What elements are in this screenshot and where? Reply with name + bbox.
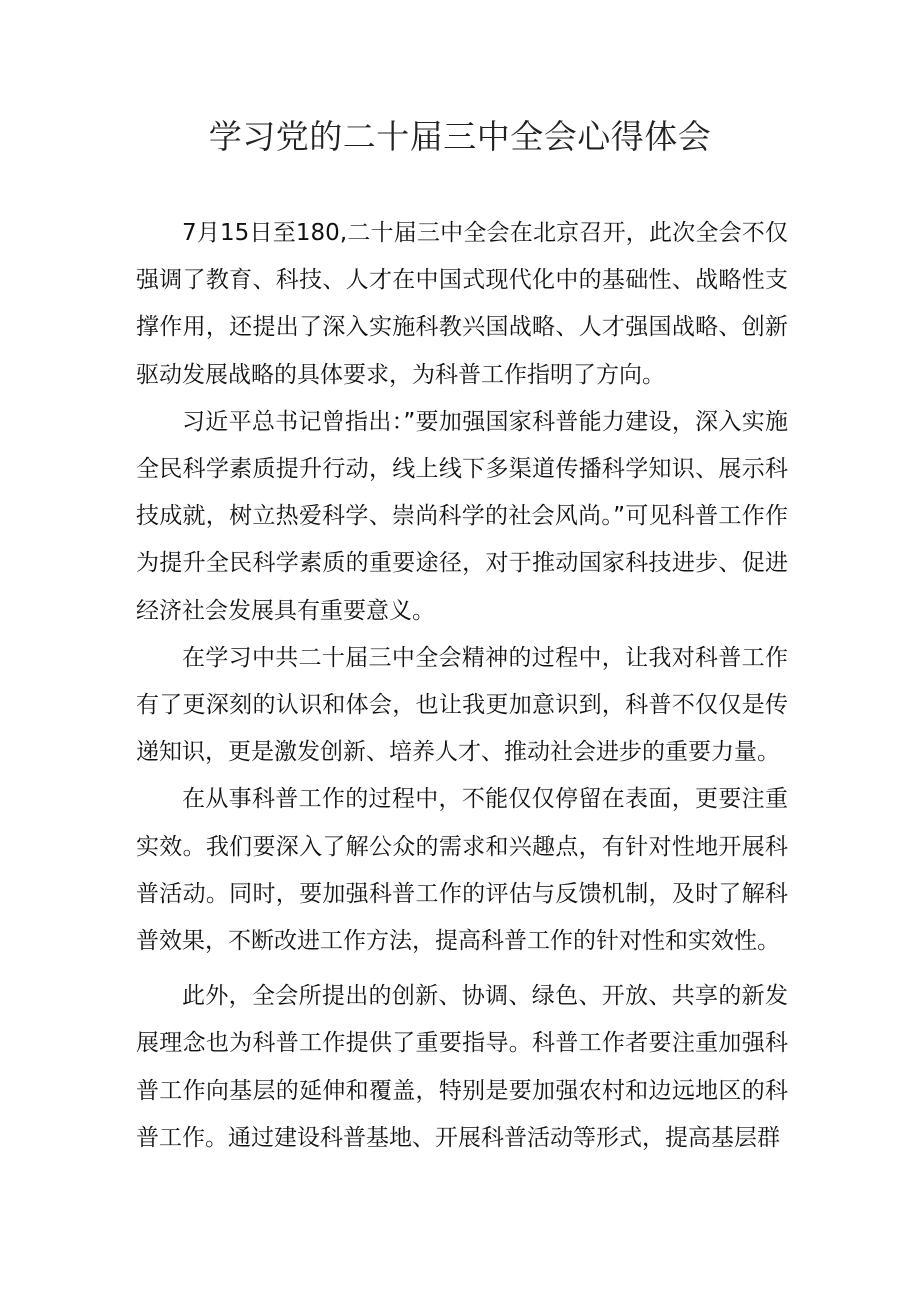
document-title: 学习党的二十届三中全会心得体会 xyxy=(208,117,712,156)
paragraph-1: 7月15日至180,二十届三中全会在北京召开，此次全会不仅强调了教育、科技、人才在中国式现代化中的基础性、战略性支撑作用，还提出了深入实施科教兴国战略、人才强国战略、创新驱动发展战略的具体要求，为科普工作指明了方向。 xyxy=(136,220,788,388)
paragraph-2: 习近平总书记曾指出：”要加强国家科普能力建设，深入实施全民科学素质提升行动，线上线下多渠道传播科学知识、展示科技成就，树立热爱科学、崇尚科学的社会风尚。”可见科普工作作为提升全民科学素质的重要途径，对于推动国家科技进步、促进经济社会发展具有重要意义。 xyxy=(136,408,788,624)
document-body xyxy=(136,210,788,1162)
paragraph-5: 此外，全会所提出的创新、协调、绿色、开放、共享的新发展理念也为科普工作提供了重要指导。科普工作者要注重加强科普工作向基层的延伸和覆盖，特别是要加强农村和边远地区的科普工作。通过建设科普基地、开展科普活动等形式，提高基层群 xyxy=(136,983,788,1151)
paragraph-3: 在学习中共二十届三中全会精神的过程中，让我对科普工作有了更深刻的认识和体会，也让我更加意识到，科普不仅仅是传递知识，更是激发创新、培养人才、推动社会进步的重要力量。 xyxy=(136,644,788,766)
paragraph-4: 在从事科普工作的过程中，不能仅仅停留在表面，更要注重实效。我们要深入了解公众的需求和兴趣点，有针对性地开展科普活动。同时，要加强科普工作的评估与反馈机制，及时了解科普效果，不断改进工作方法，提高科普工作的针对性和实效性。 xyxy=(136,786,788,955)
